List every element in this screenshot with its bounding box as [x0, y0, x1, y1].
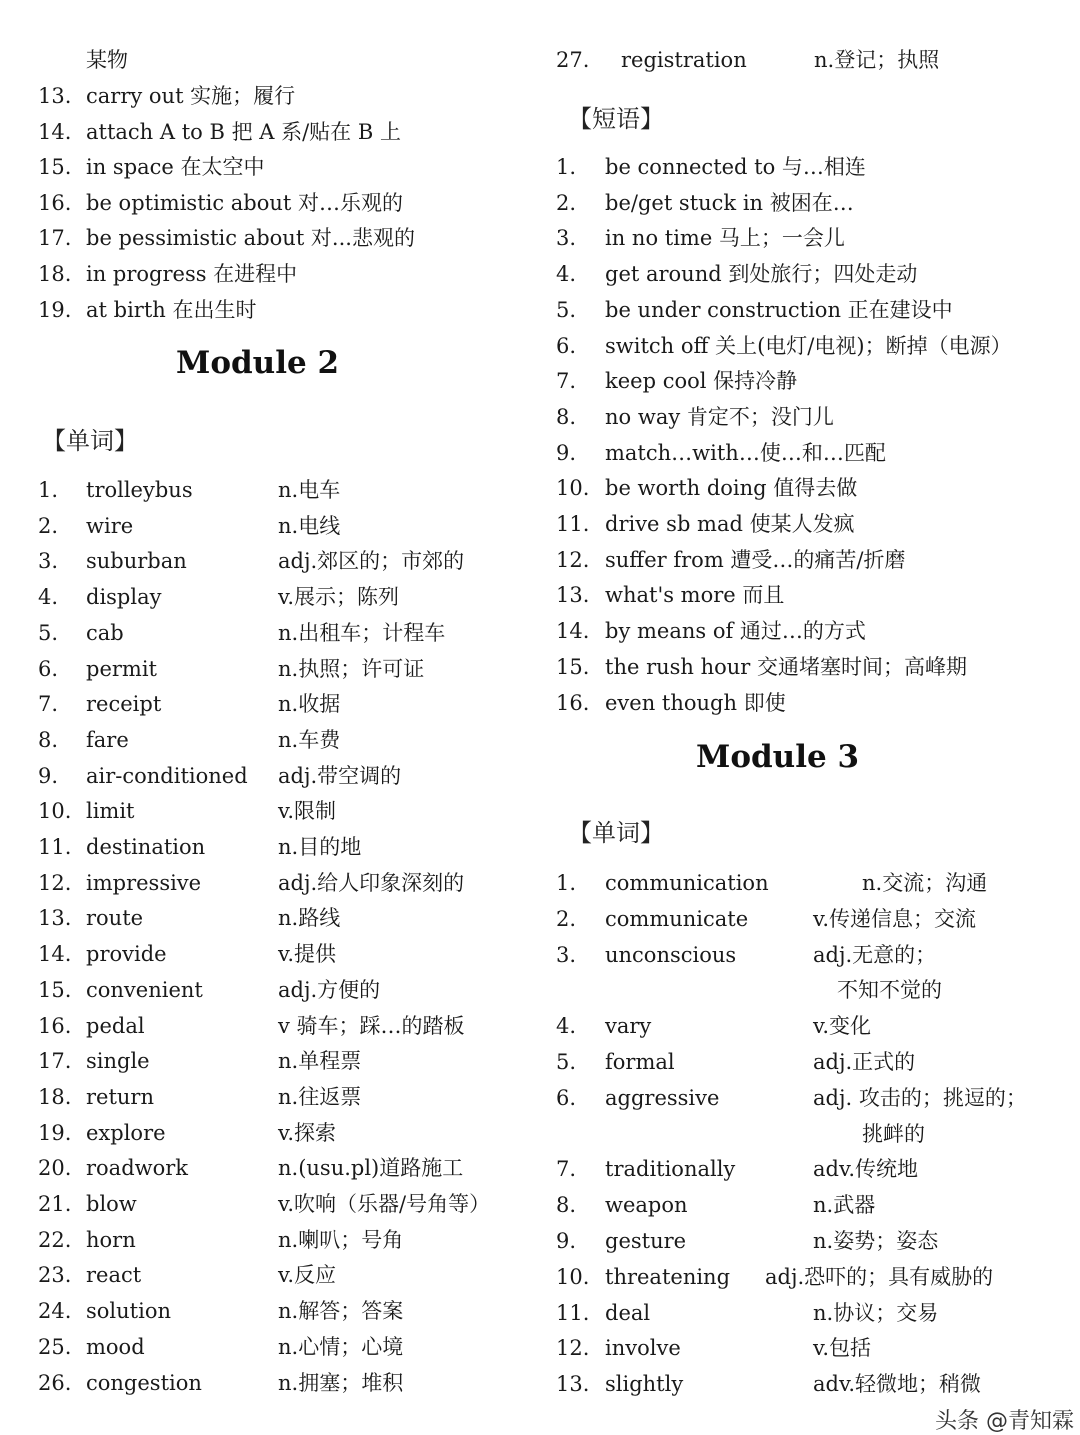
word-definition: adj.方便的 [278, 977, 381, 1002]
word-row [38, 1365, 538, 1401]
word-number: 3. [556, 942, 577, 967]
phrase-row [556, 685, 1076, 721]
word-definition: n.解答；答案 [278, 1299, 404, 1324]
phrase-row [38, 292, 538, 328]
phrase-text: be under construction 正在建设中 [605, 297, 953, 322]
phrase-text: keep cool 保持冷静 [605, 369, 798, 394]
word-definition-line-2: 不知不觉的 [837, 978, 942, 1003]
word-term: roadwork [86, 1156, 189, 1181]
phrase-number: 17. [38, 226, 72, 251]
phrase-number: 13. [38, 84, 72, 108]
phrase-row [556, 506, 1076, 542]
word-row [556, 937, 1076, 973]
phrase-number: 15. [38, 155, 72, 180]
phrase-number: 16. [38, 190, 72, 215]
word-row [38, 900, 538, 936]
word-row [38, 722, 538, 758]
phrase-number: 12. [556, 547, 590, 572]
word-row [38, 472, 538, 508]
word-number: 16. [38, 1013, 72, 1038]
phrase-number: 13. [556, 583, 590, 608]
word-number: 8. [38, 727, 59, 752]
word-number: 13. [556, 1372, 590, 1397]
word-term: destination [86, 835, 206, 859]
phrase-text: be/get stuck in 被困在… [605, 190, 854, 215]
phrase-row [556, 613, 1076, 649]
phrase-number: 16. [556, 690, 590, 715]
phrase-number: 14. [556, 619, 590, 644]
word-row [556, 865, 1076, 901]
word-definition-line-2: 挑衅的 [862, 1121, 925, 1146]
phrase-number: 8. [556, 404, 577, 429]
word-definition: n.目的地 [278, 835, 362, 859]
word-term: pedal [86, 1013, 145, 1038]
word-term: involve [605, 1336, 681, 1361]
word-row [38, 865, 538, 901]
word-row [38, 972, 538, 1008]
word-number: 22. [38, 1227, 72, 1252]
word-term: return [86, 1084, 154, 1109]
word-number: 19. [38, 1120, 72, 1145]
word-definition: adv.传统地 [813, 1157, 919, 1182]
word-row-27 [556, 42, 1076, 78]
word-definition: n.电线 [278, 513, 341, 538]
word-definition: n.路线 [278, 906, 341, 931]
word-definition: n.车费 [278, 727, 341, 752]
word-definition: v.展示；陈列 [278, 585, 400, 610]
word-term: permit [86, 656, 157, 681]
word-number: 6. [38, 656, 59, 681]
phrase-row [556, 185, 1076, 221]
word-number: 20. [38, 1156, 72, 1181]
word-number: 11. [556, 1300, 590, 1325]
word-number: 13. [38, 906, 72, 931]
word-term: horn [86, 1227, 136, 1252]
word-definition: v.变化 [813, 1014, 872, 1039]
word-definition: adj.郊区的；市郊的 [278, 549, 465, 574]
word-number: 2. [38, 513, 59, 538]
phrase-text: be optimistic about 对…乐观的 [86, 190, 404, 215]
module-3-title: Module 3 [696, 739, 860, 775]
word-number: 15. [38, 977, 72, 1002]
word-definition: n.(usu.pl)道路施工 [278, 1156, 464, 1181]
word-term: suburban [86, 549, 187, 574]
phrase-row [556, 470, 1076, 506]
phrase-number: 5. [556, 297, 577, 322]
word-term: communication [605, 871, 769, 895]
word-row [556, 1187, 1076, 1223]
word-definition: adj.给人印象深刻的 [278, 870, 465, 895]
word-definition: v.探索 [278, 1120, 337, 1145]
phrase-text: in space 在太空中 [86, 155, 265, 180]
word-number: 12. [556, 1336, 590, 1361]
word-number: 1. [38, 478, 59, 502]
phrase-text: at birth 在出生时 [86, 297, 257, 322]
word-row [556, 1330, 1076, 1366]
word-row [38, 1222, 538, 1258]
continuation-text: 某物 [86, 48, 128, 72]
phrase-text: what's more 而且 [605, 583, 785, 608]
phrase-text: switch off 关上(电灯/电视)；断掉（电源） [605, 333, 1012, 358]
word-row [38, 1329, 538, 1365]
phrase-number: 7. [556, 369, 577, 394]
word-row [556, 1295, 1076, 1331]
phrase-row [38, 256, 538, 292]
module-2-words-heading: 【单词】 [42, 427, 138, 455]
phrase-text: by means of 通过…的方式 [605, 619, 866, 644]
phrase-row [38, 149, 538, 185]
phrase-text: drive sb mad 使某人发疯 [605, 512, 855, 536]
word-definition: adj.无意的； [813, 942, 937, 967]
word-definition: n.收据 [278, 692, 341, 717]
word-term: vary [605, 1014, 652, 1039]
phrase-number: 9. [556, 440, 577, 465]
word-row [556, 1044, 1076, 1080]
phrase-number: 11. [556, 512, 590, 536]
phrase-text: attach A to B 把 A 系/贴在 B 上 [86, 119, 401, 144]
word-row [38, 1115, 538, 1151]
word-term: receipt [86, 692, 162, 717]
word-row [38, 1186, 538, 1222]
word-row [38, 829, 538, 865]
word-definition: adj. 攻击的；挑逗的； [813, 1085, 1027, 1110]
phrase-row [556, 435, 1076, 471]
word-definition: n.往返票 [278, 1084, 362, 1109]
word-row [556, 1080, 1076, 1116]
word-row [38, 936, 538, 972]
word-term: slightly [605, 1372, 684, 1397]
word-definition: v 骑车；踩…的踏板 [278, 1013, 465, 1038]
word-row [556, 1151, 1076, 1187]
word-term: registration [621, 48, 747, 72]
word-row [38, 579, 538, 615]
word-row [556, 1008, 1076, 1044]
word-number: 10. [556, 1264, 590, 1289]
word-term: mood [86, 1334, 145, 1359]
word-row [38, 1043, 538, 1079]
word-definition: adj.带空调的 [278, 763, 402, 788]
word-number: 17. [38, 1049, 72, 1074]
phrase-text: be pessimistic about 对...悲观的 [86, 226, 415, 251]
word-definition: n.姿势；姿态 [813, 1229, 939, 1253]
word-term: cab [86, 620, 124, 645]
phrase-row [556, 149, 1076, 185]
word-definition: n.武器 [813, 1193, 876, 1218]
word-definition: v.传递信息；交流 [813, 906, 977, 931]
word-number: 5. [38, 620, 59, 645]
word-row [38, 1008, 538, 1044]
word-definition: n.单程票 [278, 1049, 362, 1074]
phrase-number: 6. [556, 333, 577, 358]
phrase-row [556, 363, 1076, 399]
word-row [556, 1366, 1076, 1402]
word-row [38, 1079, 538, 1115]
phrase-number: 14. [38, 119, 72, 144]
phrase-row [38, 220, 538, 256]
word-number: 7. [38, 692, 59, 717]
phrase-row [556, 649, 1076, 685]
phrase-row [556, 328, 1076, 364]
phrase-text: carry out 实施；履行 [86, 84, 296, 108]
word-number: 12. [38, 870, 72, 895]
module-3-words-heading: 【单词】 [568, 819, 664, 847]
word-term: formal [605, 1050, 675, 1074]
phrase-row [38, 78, 538, 114]
word-row [38, 651, 538, 687]
word-definition: v.包括 [813, 1336, 872, 1361]
word-term: trolleybus [86, 478, 193, 502]
word-term: wire [86, 513, 134, 538]
phrase-number: 3. [556, 226, 577, 251]
phrase-row [556, 399, 1076, 435]
phrase-text: no way 肯定不；没门儿 [605, 404, 834, 429]
word-term: single [86, 1049, 150, 1074]
word-definition: v.提供 [278, 942, 337, 967]
word-number: 18. [38, 1084, 72, 1109]
word-definition: n.心情；心境 [278, 1334, 404, 1359]
phrase-number: 15. [556, 654, 590, 679]
word-term: aggressive [605, 1085, 720, 1110]
word-definition: n.协议；交易 [813, 1300, 939, 1325]
phrase-text: be worth doing 值得去做 [605, 476, 858, 501]
phrase-row [38, 114, 538, 150]
phrase-row [556, 292, 1076, 328]
word-number: 7. [556, 1157, 577, 1182]
word-number: 24. [38, 1299, 72, 1324]
phrase-text: match…with…使…和…匹配 [605, 440, 886, 465]
word-term: impressive [86, 870, 202, 895]
word-row [38, 1293, 538, 1329]
word-row [556, 1259, 1076, 1295]
word-term: threatening [605, 1264, 731, 1289]
word-definition: n.登记；执照 [814, 48, 940, 72]
word-row [38, 1150, 538, 1186]
word-term: deal [605, 1300, 651, 1325]
word-term: congestion [86, 1370, 202, 1395]
word-row [556, 1223, 1076, 1259]
word-number: 23. [38, 1263, 72, 1288]
word-row [38, 1257, 538, 1293]
phrase-row [556, 220, 1076, 256]
phrase-row [556, 256, 1076, 292]
phrase-text: the rush hour 交通堵塞时间；高峰期 [605, 654, 968, 679]
word-definition: v.限制 [278, 799, 337, 824]
module-2-title: Module 2 [176, 345, 340, 381]
word-definition: n.电车 [278, 478, 341, 502]
word-number: 5. [556, 1050, 577, 1074]
word-definition: n.执照；许可证 [278, 656, 425, 681]
phrase-text: suffer from 遭受…的痛苦/折磨 [605, 547, 906, 572]
word-definition: n.拥塞；堆积 [278, 1370, 404, 1395]
word-row [38, 508, 538, 544]
word-definition: n.出租车；计程车 [278, 620, 446, 645]
watermark: 头条 @青知霖 [935, 1409, 1074, 1434]
word-row [556, 901, 1076, 937]
phrase-row [556, 542, 1076, 578]
phrase-number: 2. [556, 190, 577, 215]
word-term: display [86, 585, 162, 610]
word-definition: v.反应 [278, 1263, 337, 1288]
word-term: provide [86, 942, 167, 967]
word-term: limit [86, 799, 135, 824]
word-term: solution [86, 1299, 171, 1324]
word-row [38, 615, 538, 651]
phrase-text: even though 即使 [605, 690, 786, 715]
word-term: explore [86, 1120, 166, 1145]
word-number: 9. [38, 763, 59, 788]
word-term: gesture [605, 1229, 687, 1253]
word-number: 10. [38, 799, 72, 824]
word-number: 9. [556, 1229, 577, 1253]
word-definition: adj.恐吓的；具有威胁的 [765, 1264, 994, 1289]
phrase-number: 10. [556, 476, 590, 501]
phrase-row [556, 577, 1076, 613]
word-term: air-conditioned [86, 763, 248, 788]
word-term: weapon [605, 1193, 688, 1218]
word-term: fare [86, 727, 129, 752]
word-term: unconscious [605, 942, 737, 967]
word-definition: v.吹响（乐器/号角等） [278, 1192, 491, 1216]
word-definition: adj.正式的 [813, 1050, 916, 1074]
phrase-number: 19. [38, 297, 72, 322]
phrase-text: in progress 在进程中 [86, 262, 298, 286]
word-number: 8. [556, 1193, 577, 1218]
word-term: traditionally [605, 1157, 736, 1182]
phrase-row [38, 185, 538, 221]
word-number: 1. [556, 871, 577, 895]
word-row [38, 758, 538, 794]
word-term: react [86, 1263, 142, 1288]
word-number: 2. [556, 906, 577, 931]
word-row [38, 686, 538, 722]
word-number: 26. [38, 1370, 72, 1395]
word-term: communicate [605, 906, 749, 931]
word-number: 14. [38, 942, 72, 967]
word-term: convenient [86, 977, 203, 1002]
word-definition: n.喇叭；号角 [278, 1227, 404, 1252]
word-number: 11. [38, 835, 72, 859]
word-row [38, 543, 538, 579]
word-number: 4. [556, 1014, 577, 1039]
phrase-number: 4. [556, 262, 577, 287]
word-number: 3. [38, 549, 59, 574]
word-definition-continued [556, 972, 1076, 1008]
phrase-text: get around 到处旅行；四处走动 [605, 262, 918, 287]
word-term: route [86, 906, 144, 931]
phrase-text: be connected to 与…相连 [605, 155, 866, 179]
word-term: blow [86, 1192, 137, 1216]
word-number: 21. [38, 1192, 72, 1216]
module-2-phrases-heading: 【短语】 [568, 105, 664, 133]
word-number: 6. [556, 1085, 577, 1110]
word-definition-continued [556, 1116, 1076, 1152]
phrase-number: 1. [556, 155, 577, 179]
word-definition: n.交流；沟通 [862, 871, 988, 895]
word-number: 25. [38, 1334, 72, 1359]
word-definition: adv.轻微地；稍微 [813, 1372, 982, 1397]
word-number: 4. [38, 585, 59, 610]
phrase-number: 18. [38, 262, 72, 286]
phrase-text: in no time 马上；一会儿 [605, 226, 845, 251]
word-number: 27. [556, 48, 590, 72]
word-row [38, 793, 538, 829]
